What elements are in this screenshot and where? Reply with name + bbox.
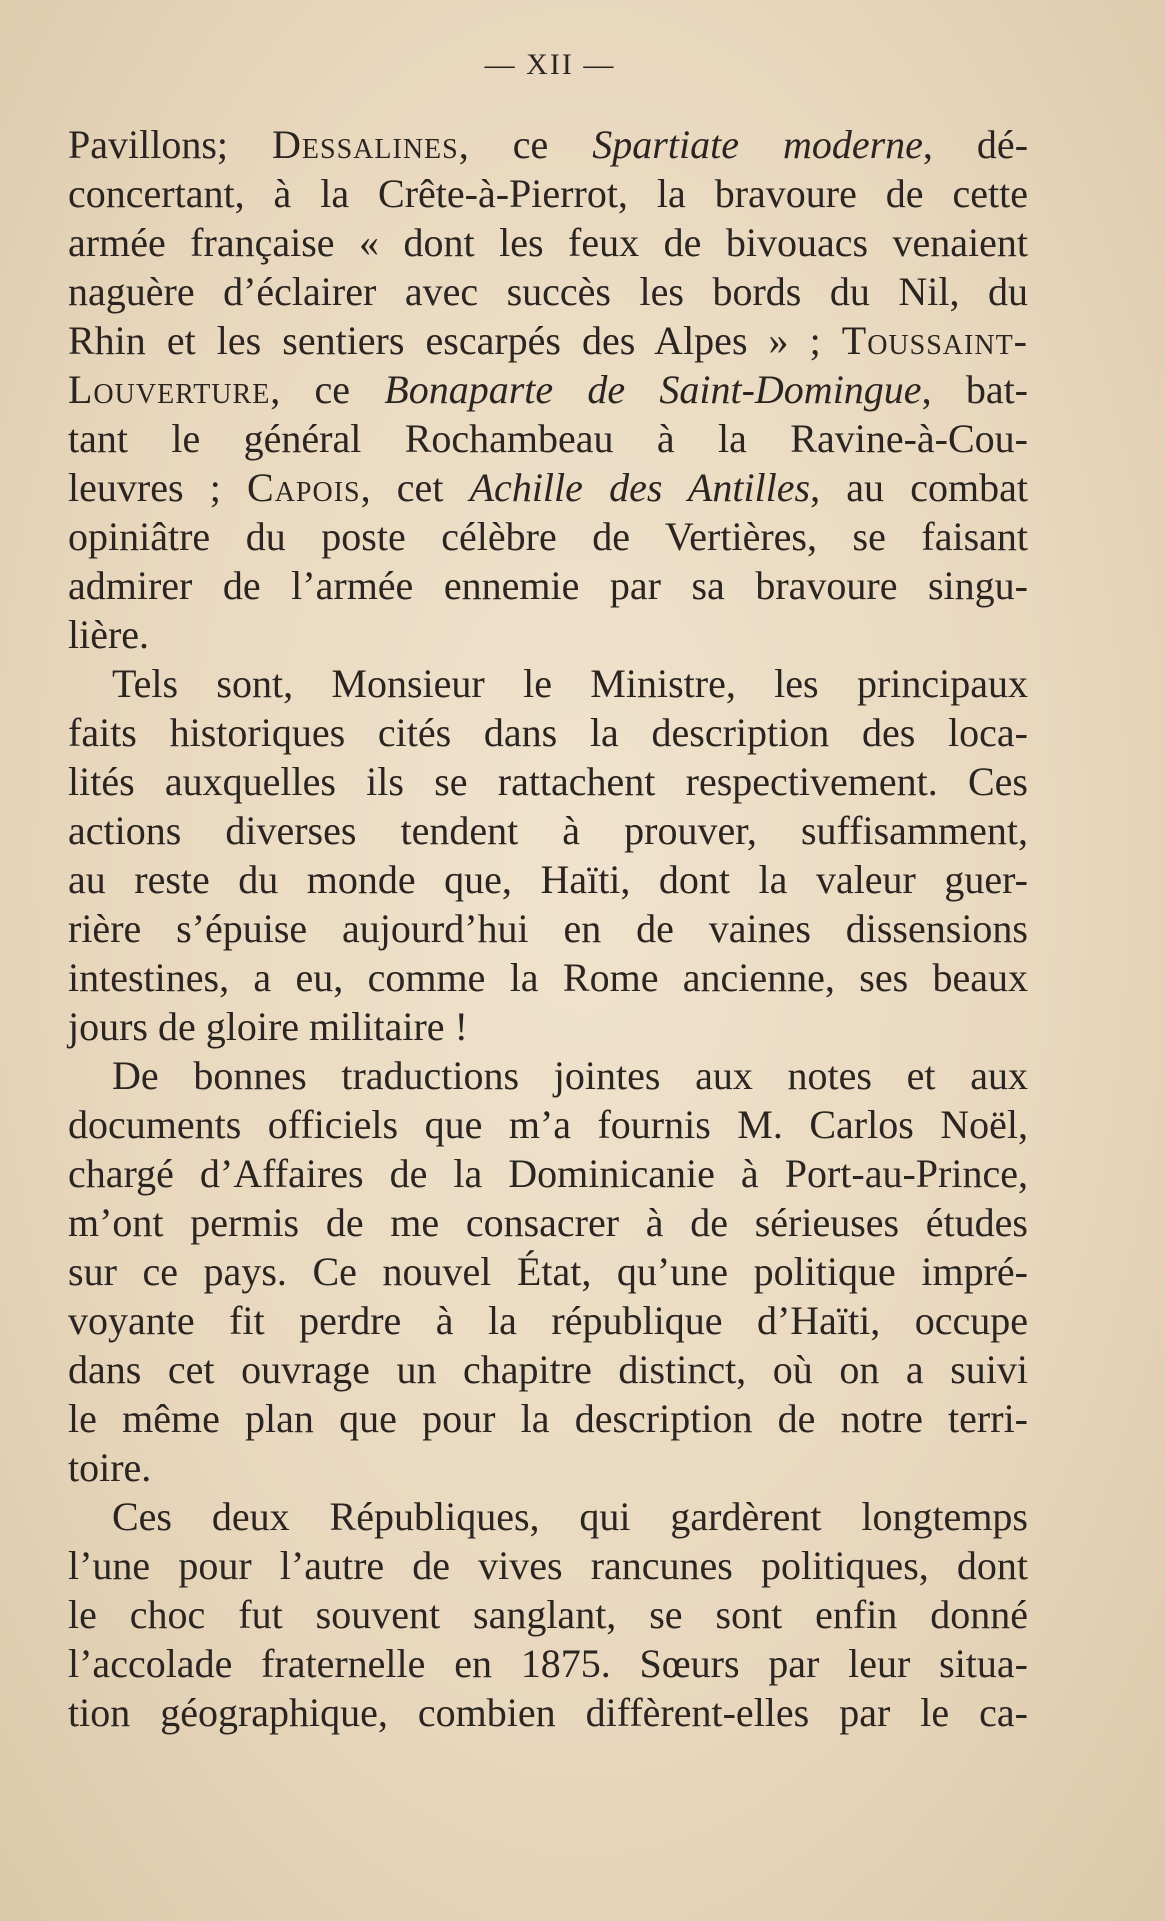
text-run: naguère d’éclairer avec succès les bords du Nil, du [68,269,1028,314]
text-line [68,1100,1028,1149]
text-line [68,904,1028,953]
text-run: armée française « dont les feux de bivouacs venaient [68,220,1028,265]
text-run: De bonnes traductions jointes aux notes et aux [112,1053,1028,1098]
text-run: lière. [68,612,150,657]
text-line [68,1443,1028,1492]
text-run: tion géographique, combien diffèrent-elles par le ca- [68,1690,1028,1735]
text-run: admirer de l’armée ennemie par sa bravoure singu- [68,563,1028,608]
text-line [68,414,1028,463]
text-run: actions diverses tendent à prouver, suffisamment, [68,808,1028,853]
text-run: le choc fut souvent sanglant, se sont enfin donné [68,1592,1028,1637]
text-run: tant le général Rochambeau à la Ravine-à-Cou- [68,416,1028,461]
body-text [68,120,1028,1737]
text-line [68,659,1028,708]
text-line [68,316,1028,365]
text-run: , cet [360,465,470,510]
text-run: dans cet ouvrage un chapitre distinct, où on a suivi [68,1347,1028,1392]
text-run: au reste du monde que, Haïti, dont la valeur guer- [68,857,1028,902]
text-run: Ces deux Républiques, qui gardèrent longtemps [112,1494,1028,1539]
text-line [68,267,1028,316]
text-run: leuvres ; [68,465,248,510]
text-run: le même plan que pour la description de notre terri- [68,1396,1028,1441]
text-run: , ce [458,122,593,167]
text-line [68,1492,1028,1541]
text-run: l’une pour l’autre de vives rancunes politiques, dont [68,1543,1028,1588]
text-run: jours de gloire militaire ! [68,1004,468,1049]
text-line [68,953,1028,1002]
text-line [68,806,1028,855]
epithet-italic: Achille des Antilles [469,465,811,510]
text-line [68,1198,1028,1247]
text-line [68,1590,1028,1639]
text-line [68,1149,1028,1198]
text-line [68,855,1028,904]
text-run: voyante fit perdre à la république d’Haïti, occupe [68,1298,1028,1343]
text-run: , au combat [810,465,1028,510]
text-line [68,463,1028,512]
text-run: Rhin et les sentiers escarpés des Alpes » ; [68,318,842,363]
text-run: Pavillons; [68,122,273,167]
text-run: , dé- [922,122,1029,167]
text-run: rière s’épuise aujourd’hui en de vaines dissensions [68,906,1028,951]
epithet-italic: Spartiate moderne [592,122,923,167]
text-run: lités auxquelles ils se rattachent respectivement. Ces [68,759,1028,804]
text-run: chargé d’Affaires de la Dominicanie à Port-au-Prince, [68,1151,1028,1196]
page-number-header: — XII — [484,48,616,81]
text-line [68,218,1028,267]
name-small-caps: Louverture [68,367,271,412]
name-small-caps: Capois [247,465,361,510]
text-line [68,169,1028,218]
text-run: concertant, à la Crête-à-Pierrot, la bravoure de cette [68,171,1028,216]
epithet-italic: Bonaparte de Saint-Domingue [384,367,922,412]
text-run: l’accolade fraternelle en 1875. Sœurs par leur situa- [68,1641,1028,1686]
text-line [68,610,1028,659]
text-line [68,1394,1028,1443]
text-line [68,1002,1028,1051]
name-small-caps: Toussaint- [841,318,1028,363]
text-line [68,1688,1028,1737]
text-line [68,708,1028,757]
text-run: intestines, a eu, comme la Rome ancienne, ses beaux [68,955,1028,1000]
text-run: sur ce pays. Ce nouvel État, qu’une politique impré- [68,1249,1028,1294]
text-run: documents officiels que m’a fournis M. Carlos Noël, [68,1102,1028,1147]
text-line [68,512,1028,561]
text-line [68,561,1028,610]
text-line [68,1639,1028,1688]
text-run: m’ont permis de me consacrer à de sérieuses études [68,1200,1028,1245]
text-run: opiniâtre du poste célèbre de Vertières, se faisant [68,514,1028,559]
text-run: , ce [270,367,385,412]
text-run: toire. [68,1445,152,1490]
text-line [68,757,1028,806]
text-line [68,1345,1028,1394]
text-line [68,1296,1028,1345]
text-run: faits historiques cités dans la description des loca- [68,710,1028,755]
text-run: , bat- [921,367,1029,412]
text-line [68,1247,1028,1296]
text-line [68,365,1028,414]
text-line [68,120,1028,169]
text-line [68,1051,1028,1100]
text-line [68,1541,1028,1590]
text-run: Tels sont, Monsieur le Ministre, les principaux [112,661,1028,706]
name-small-caps: Dessalines [272,122,459,167]
